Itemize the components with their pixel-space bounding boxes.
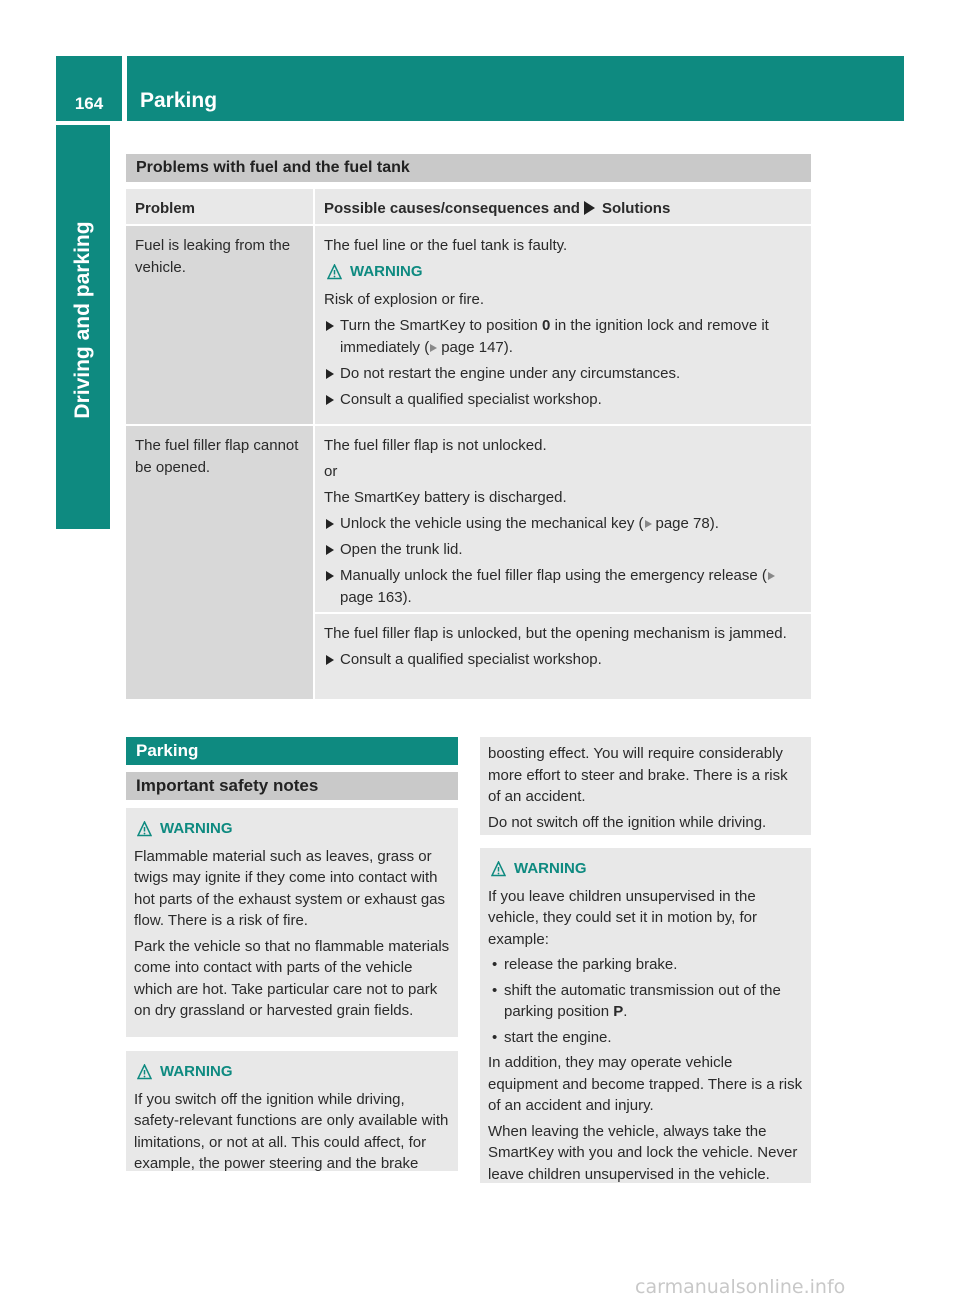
solutions-arrow-icon [584,201,595,215]
row1-step1-b: 0 [542,317,551,334]
parking-left-column [126,737,458,1171]
warning-children-intro: If you leave children unsupervised in the vehicle, they could set it in motion by, for example: [488,887,758,948]
continued-text2: Do not switch off the ignition while driving. [488,813,767,831]
fuel-problems-table [126,154,811,699]
side-tab-label: Driving and parking [71,221,94,419]
warning-box-fire [126,808,458,1037]
continued-text1: boosting effect. You will require considerably more effort to steer and brake. There is a risk of an accident. [488,745,788,805]
bullet2-b: P [613,1003,624,1020]
page-number: 164 [74,94,104,113]
table-header-row [126,189,811,224]
row1-step1-d[interactable]: page 147). [441,339,513,356]
row1-solution [315,226,811,424]
warning-fire-text2: Park the vehicle so that no flammable materials come into contact with parts of the vehicle which are hot. Take particular care not to park on dry grassland or harvested grain fields. [134,937,450,1019]
row2-cause3: The fuel filler flap is unlocked, but the opening mechanism is jammed. [324,625,787,642]
row2-solutions [315,426,811,699]
warning-ignition-label: WARNING [160,1063,233,1080]
page-ref-icon [768,572,775,580]
row2-solution-a [315,426,811,612]
row2-problem: The fuel filler flap cannot be opened. [126,426,313,699]
row2-step2: Open the trunk lid. [324,539,803,561]
row1-step1-a: Turn the SmartKey to position [340,317,538,334]
row1-step3: Consult a qualified specialist workshop. [324,389,803,411]
table-row [126,226,811,424]
warning-triangle-icon [491,861,506,877]
warning-children-text3: When leaving the vehicle, always take the SmartKey with you and lock the vehicle. Never leave children unsupervised in the vehicle. [488,1122,798,1183]
table-row [126,426,811,699]
parking-section-title: Parking [126,737,458,765]
row2-solution-b [315,614,811,699]
row1-step2: Do not restart the engine under any circumstances. [324,363,803,385]
row1-problem: Fuel is leaking from the vehicle. [126,226,313,424]
warning-children-text2: In addition, they may operate vehicle equipment and become trapped. There is a risk of an accident and injury. [488,1054,803,1114]
table-title: Problems with fuel and the fuel tank [126,154,811,182]
row2-step1 [324,513,803,535]
bullet-item: • start the engine. [488,1027,803,1049]
row2-step1-b[interactable]: page 78). [655,515,719,532]
parking-right-column [480,737,811,1183]
bullet2-a: shift the automatic transmission out of the parking position [504,981,781,1020]
page-ref-icon [430,344,437,352]
row1-warning [324,261,803,283]
page-ref-icon [645,520,652,528]
header-solutions-a: Possible causes/consequences and [324,200,580,217]
warning-triangle-icon [327,264,342,280]
warning-fire-label: WARNING [160,820,233,837]
safety-notes-title: Important safety notes [126,772,458,800]
warning-triangle-icon [137,1064,152,1080]
header-solutions [315,189,811,224]
header-bar [127,56,904,121]
row1-step1 [324,315,803,359]
page-title: Parking [140,89,218,112]
row2-cause1: The fuel filler flap is not unlocked. [324,437,547,454]
row2-step4: Consult a qualified specialist workshop. [324,649,803,671]
warning-ignition-heading [134,1061,450,1083]
row2-step1-a: Unlock the vehicle using the mechanical key ( [340,515,644,532]
warning-box-ignition [126,1051,458,1171]
warning-ignition-text1: If you switch off the ignition while driving, safety-relevant functions are only available with limitations, or not at all. This could affect, for example, the power steering and the brake [134,1090,449,1172]
warning-triangle-icon [137,821,152,837]
row1-cause: The fuel line or the fuel tank is faulty. [324,237,568,254]
row2-cause2: The SmartKey battery is discharged. [324,489,567,506]
row1-warning-text: Risk of explosion or fire. [324,291,485,308]
row1-step1-c: in the ignition lock and remove it immediately ( [340,317,769,356]
warning-fire-text1: Flammable material such as leaves, grass or twigs may ignite if they come into contact with hot parts of the exhaust system or exhaust gas flow. There is a risk of fire. [134,847,446,929]
row2-or: or [324,463,338,480]
row2-step3 [324,565,803,609]
continued-box [480,737,811,835]
row2-step3-b[interactable]: page 163). [340,589,412,606]
header-problem: Problem [126,189,313,224]
warning-fire-heading [134,818,450,840]
bullet-item [488,980,803,1023]
warning-children-label: WARNING [514,860,587,877]
row1-warning-label: WARNING [350,263,423,280]
warning-box-children [480,848,811,1183]
warning-children-heading [488,858,803,880]
bullet2-c: . [623,1003,628,1020]
header-solutions-b: Solutions [601,200,671,217]
watermark: carmanualsonline.info [635,1276,846,1298]
bullet-item: • release the parking brake. [488,954,803,976]
row2-step3-a: Manually unlock the fuel filler flap using the emergency release ( [340,567,767,584]
